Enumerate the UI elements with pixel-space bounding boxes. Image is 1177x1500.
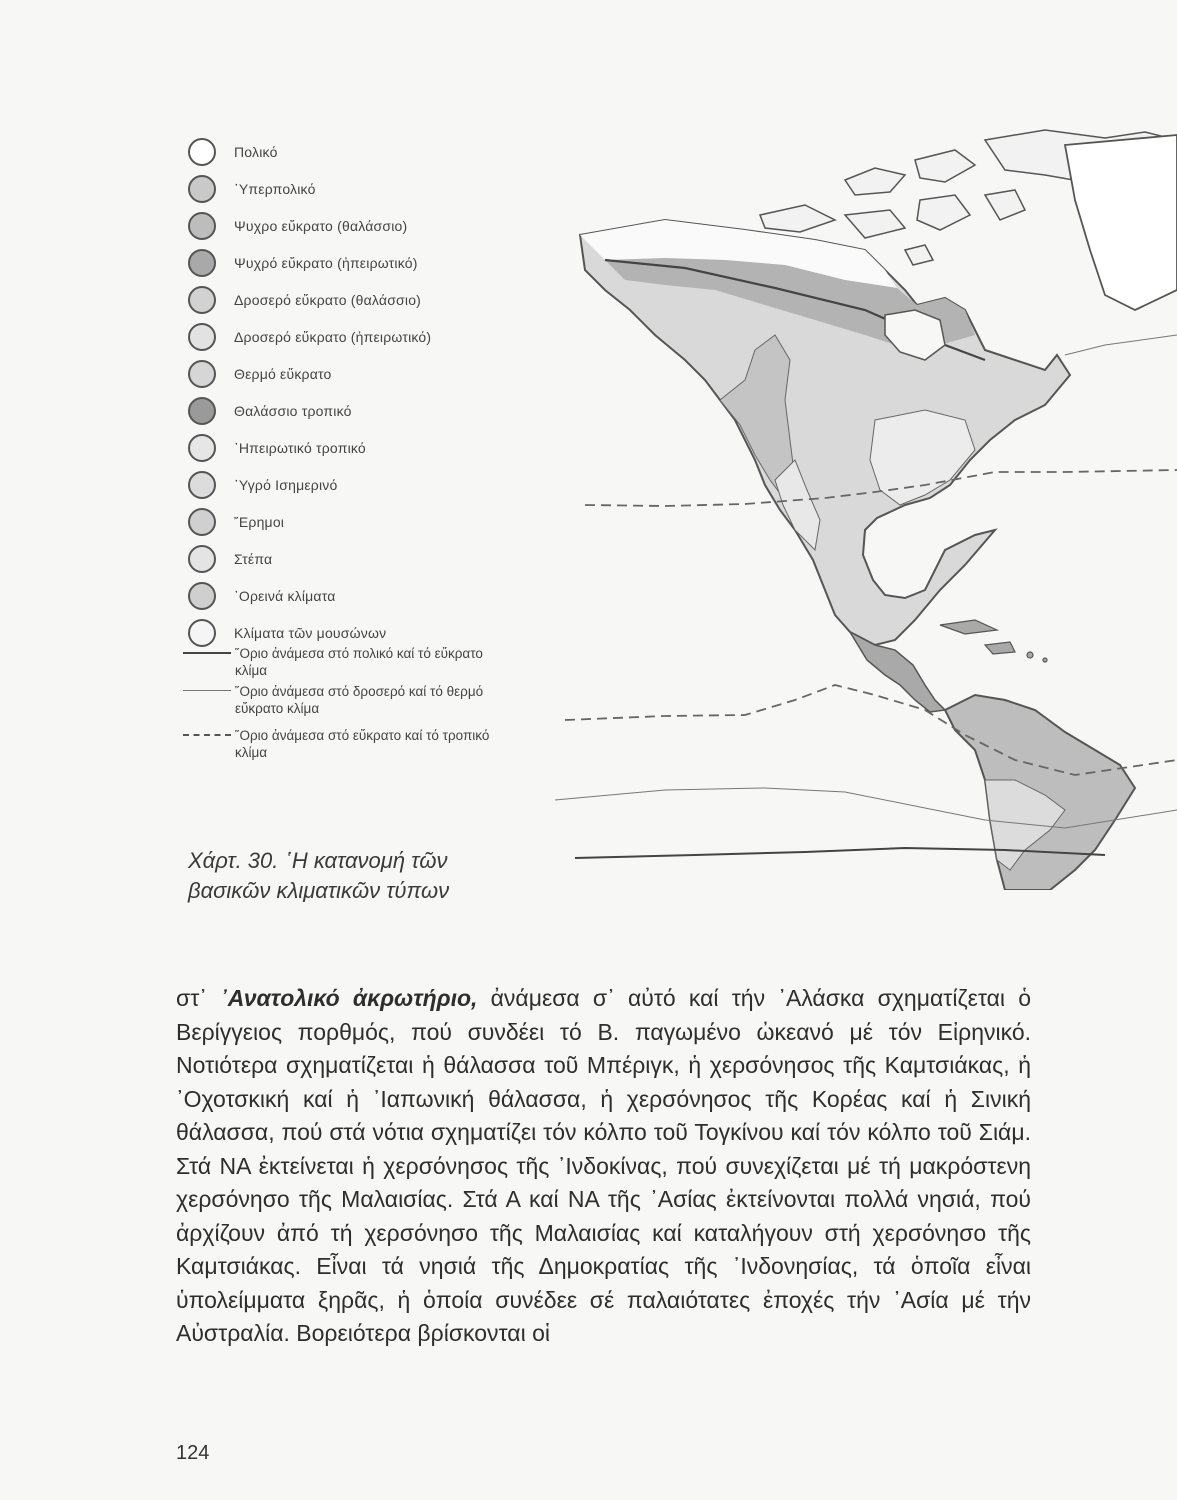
lead-prefix: στ᾿ xyxy=(176,985,221,1011)
boundary-label: ῞Οριο ἀνάμεσα στό πολικό καί τό εὔκρατο κλίμα xyxy=(235,646,483,678)
paragraph-rest: ἀνάμεσα σ᾿ αὐτό καί τήν ᾿Αλάσκα σχηματίζεται ὁ Βερίγγειος πορθμός, πού συνδέει τό Β. παγωμένο ὠκεανό μέ τόν Εἰρηνικό. Νοτιότερα σχηματίζεται ἡ θάλασσα τοῦ Μπέριγκ, ἡ χερσόνησος τῆς Καμτσιάκας, ἡ ᾿Οχοτσκική καί ἡ ᾿Ιαπωνική θάλασσα, ἡ χερσόνησος τῆς Κορέας καί ἡ Σινική θάλασσα, πού στά νότια σχηματίζει τόν κόλπο τοῦ Τογκίνου καί τόν κόλπο τοῦ Σιάμ. Στά ΝΑ ἐκτείνεται ἡ χερσόνησος τῆς ᾿Ινδοκίνας, πού συνεχίζεται μέ τή μακρόστενη χερσόνησο τῆς Μαλαισίας. Στά Α καί ΝΑ τῆς ᾿Ασίας ἐκτείνονται πολλά νησιά, πού ἀρχίζουν ἀπό τή χερσόνησο τῆς Μαλαισίας καί καταλήγουν στή χερσόνησο τῆς Καμτσιάκας. Εἶναι τά νησιά τῆς Δημοκρατίας τῆς ᾿Ινδονησίας, τά ὁποῖα εἶναι ὑπολείμματα ξηρᾶς, ἡ ὁποία συνέδεε σέ παλαιότατες ἐποχές τήν ᾿Ασία μέ τήν Αὐστραλία. Βορειότερα βρίσκονται οἱ xyxy=(176,985,1031,1346)
legend-label: Πολικό xyxy=(234,144,278,160)
legend-swatch xyxy=(188,249,216,277)
legend-label: ᾿Υγρό Ισημερινό xyxy=(234,477,338,493)
boundary-cool-warm xyxy=(183,683,503,719)
boundary-label: ῞Οριο ἀνάμεσα στό δροσερό καί τό θερμό εὔκρατο κλίμα xyxy=(235,684,484,716)
legend-swatch xyxy=(188,434,216,462)
legend-label: ᾿Υπερπολικό xyxy=(234,181,316,197)
legend-swatch xyxy=(188,175,216,203)
legend-item-subpolar xyxy=(183,172,316,206)
legend-label: Θερμό εὔκρατο xyxy=(234,366,332,382)
lead-term: ᾿Ανατολικό ἀκρωτήριο, xyxy=(220,985,478,1011)
legend-label: Ψυχρο εὔκρατο (θαλάσσιο) xyxy=(234,218,408,234)
legend-swatch xyxy=(188,471,216,499)
body-paragraph xyxy=(176,982,1031,1351)
legend-item-cool-temperate-continental xyxy=(183,320,431,354)
legend-swatch xyxy=(188,323,216,351)
legend-label: Δροσερό εὔκρατο (ἠπειρωτικό) xyxy=(234,329,432,345)
body-text xyxy=(176,982,1031,1351)
boundary-temperate-tropical xyxy=(183,727,503,763)
caribbean-islands xyxy=(940,620,1047,662)
legend-item-cold-temperate-marine xyxy=(183,209,407,243)
legend-swatch xyxy=(188,286,216,314)
greenland xyxy=(1065,135,1177,310)
legend-item-polar xyxy=(183,135,278,169)
legend-label: ᾿Ηπειρωτικό τροπικό xyxy=(234,440,366,456)
legend-swatch xyxy=(188,138,216,166)
legend-item-cold-temperate-continental xyxy=(183,246,418,280)
legend-item-warm-temperate xyxy=(183,357,332,391)
legend-item-deserts xyxy=(183,505,284,539)
legend-label: ῎Ερημοι xyxy=(234,514,285,530)
boundary-label: ῞Οριο ἀνάμεσα στό εὔκρατο καί τό τροπικό κλίμα xyxy=(235,728,490,760)
legend-swatch xyxy=(188,619,216,647)
cool-warm-boundary-north xyxy=(1065,335,1177,355)
dashed-line-sample xyxy=(183,734,231,736)
legend-item-steppe xyxy=(183,542,272,576)
solid-line-sample xyxy=(183,652,231,654)
legend-item-humid-equatorial xyxy=(183,468,337,502)
caption-line-1: Χάρτ. 30. ῾Η κατανομή τῶν xyxy=(188,848,448,873)
caption-line-2: βασικῶν κλιματικῶν τύπων xyxy=(188,878,450,903)
thin-line-sample xyxy=(183,690,231,691)
americas-climate-map xyxy=(545,120,1177,890)
map-caption xyxy=(188,846,528,906)
page-number: 124 xyxy=(176,1442,210,1464)
legend-swatch xyxy=(188,508,216,536)
legend-swatch xyxy=(188,360,216,388)
legend-label: Θαλάσσιο τροπικό xyxy=(234,403,352,419)
legend-item-continental-tropical xyxy=(183,431,366,465)
legend-swatch xyxy=(188,582,216,610)
legend-swatch xyxy=(188,212,216,240)
legend-swatch xyxy=(188,397,216,425)
legend-item-mountain xyxy=(183,579,336,613)
humid-east-zone xyxy=(870,410,975,505)
boundary-polar-temperate xyxy=(183,645,503,681)
legend-label: ᾿Ορεινά κλίματα xyxy=(234,588,336,604)
legend-label: Κλίματα τῶν μουσώνων xyxy=(234,625,387,641)
legend-swatch xyxy=(188,545,216,573)
legend-item-marine-tropical xyxy=(183,394,352,428)
legend-item-cool-temperate-marine xyxy=(183,283,421,317)
legend-label: Δροσερό εὔκρατο (θαλάσσιο) xyxy=(234,292,422,308)
central-america xyxy=(850,632,945,712)
legend-label: Ψυχρό εὔκρατο (ἠπειρωτικό) xyxy=(234,255,418,271)
legend-label: Στέπα xyxy=(234,551,273,567)
